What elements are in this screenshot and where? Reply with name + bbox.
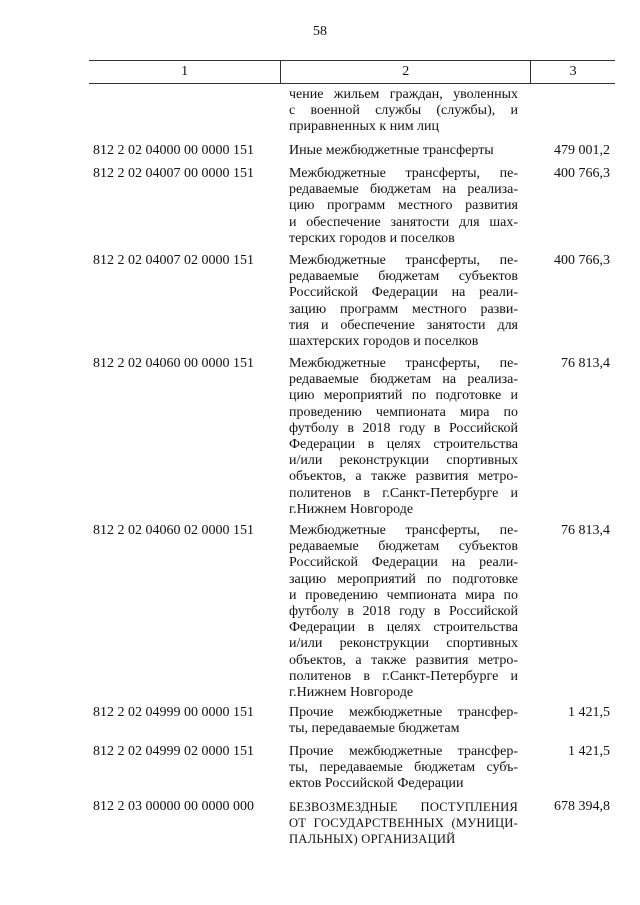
description-line: и/или реконструкции спортивных: [289, 636, 518, 652]
description-line: Федерации в целях строительства: [289, 620, 518, 636]
amount-value: 400 766,3: [554, 253, 610, 268]
amount-value: 400 766,3: [554, 166, 610, 181]
description-line: Межбюджетные трансферты, пе-: [289, 253, 518, 268]
description-line: Российской Федерации на реали-: [289, 285, 518, 301]
description-line: политенов в г.Санкт-Петербурге и: [289, 485, 518, 501]
description-line: ты, передаваемые бюджетам: [289, 721, 460, 737]
description-line: г.Нижнем Новгороде: [289, 685, 414, 701]
description-line: редаваемые бюджетам на реализа-: [289, 182, 518, 198]
description-line: с военной службы (службы), и: [289, 103, 518, 119]
description-line: ПАЛЬНЫХ) ОРГАНИЗАЦИЙ: [289, 832, 456, 847]
continuation-description: [289, 87, 518, 136]
description-line: Федерации в целях строительства: [289, 437, 518, 453]
description-line: ектов Российской Федерации: [289, 776, 464, 792]
budget-code: 812 2 02 04060 02 0000 151: [93, 523, 254, 538]
description-line: Прочие межбюджетные трансфер-: [289, 705, 518, 720]
description-line: тия и обеспечение занятости для: [289, 317, 518, 333]
description-line: ты, передаваемые бюджетам субъ-: [289, 760, 518, 776]
description-line: Межбюджетные трансферты, пе-: [289, 356, 518, 371]
description-line: шахтерских городов и поселков: [289, 334, 479, 350]
row-description: [289, 143, 518, 159]
column-header-1: 1: [181, 64, 189, 79]
description-line: Российской Федерации на реали-: [289, 555, 518, 571]
page-number: 58: [313, 24, 327, 39]
amount-value: 1 421,5: [568, 705, 610, 720]
budget-code: 812 2 03 00000 00 0000 000: [93, 799, 254, 814]
row-description: [289, 523, 518, 701]
description-line: зацию мероприятий по подготовке: [289, 571, 518, 587]
amount-value: 1 421,5: [568, 744, 610, 759]
description-line: футболу в 2018 году в Российской: [289, 604, 518, 620]
amount-value: 76 813,4: [561, 523, 610, 538]
budget-code: 812 2 02 04007 00 0000 151: [93, 166, 254, 181]
description-line: редаваемые бюджетам субъектов: [289, 539, 518, 555]
description-line: политенов в г.Санкт-Петербурге и: [289, 668, 518, 684]
description-line: редаваемые бюджетам на реализа-: [289, 372, 518, 388]
row-description: [289, 356, 518, 518]
description-line: и проведению чемпионата мира по: [289, 587, 518, 603]
description-line: объектов, а также развития метро-: [289, 652, 518, 668]
description-line: БЕЗВОЗМЕЗДНЫЕ ПОСТУПЛЕНИЯ: [289, 800, 518, 814]
row-description: [289, 799, 518, 848]
description-line: терских городов и поселков: [289, 230, 455, 246]
description-line: объектов, а также развития метро-: [289, 469, 518, 485]
description-line: Межбюджетные трансферты, пе-: [289, 166, 518, 181]
amount-value: 678 394,8: [554, 799, 610, 814]
row-description: [289, 166, 518, 247]
budget-code: 812 2 02 04000 00 0000 151: [93, 143, 254, 158]
budget-code: 812 2 02 04007 02 0000 151: [93, 253, 254, 268]
table-header: [89, 60, 615, 84]
description-line: Иные межбюджетные трансферты: [289, 143, 494, 158]
budget-code: 812 2 02 04999 00 0000 151: [93, 705, 254, 720]
row-description: [289, 744, 518, 793]
description-line: Прочие межбюджетные трансфер-: [289, 744, 518, 759]
description-line: приравненных к ним лиц: [289, 119, 440, 135]
amount-value: 479 001,2: [554, 143, 610, 158]
description-line: цию программ местного развития: [289, 198, 518, 214]
row-description: [289, 253, 518, 350]
description-line: цию мероприятий по подготовке и: [289, 388, 518, 404]
description-line: чение жильем граждан, уволенных: [289, 87, 518, 102]
description-line: г.Нижнем Новгороде: [289, 501, 414, 517]
column-header-2: 2: [280, 61, 530, 83]
description-line: ОТ ГОСУДАРСТВЕННЫХ (МУНИЦИ-: [289, 816, 518, 831]
amount-value: 76 813,4: [561, 356, 610, 371]
budget-code: 812 2 02 04999 02 0000 151: [93, 744, 254, 759]
column-header-3: 3: [530, 61, 615, 83]
row-description: [289, 705, 518, 737]
description-line: и/или реконструкции спортивных: [289, 453, 518, 469]
description-line: футболу в 2018 году в Российской: [289, 420, 518, 436]
description-line: проведению чемпионата мира по: [289, 404, 518, 420]
description-line: редаваемые бюджетам субъектов: [289, 269, 518, 285]
budget-code: 812 2 02 04060 00 0000 151: [93, 356, 254, 371]
description-line: зацию программ местного разви-: [289, 301, 518, 317]
description-line: Межбюджетные трансферты, пе-: [289, 523, 518, 538]
description-line: и обеспечение занятости для шах-: [289, 214, 518, 230]
